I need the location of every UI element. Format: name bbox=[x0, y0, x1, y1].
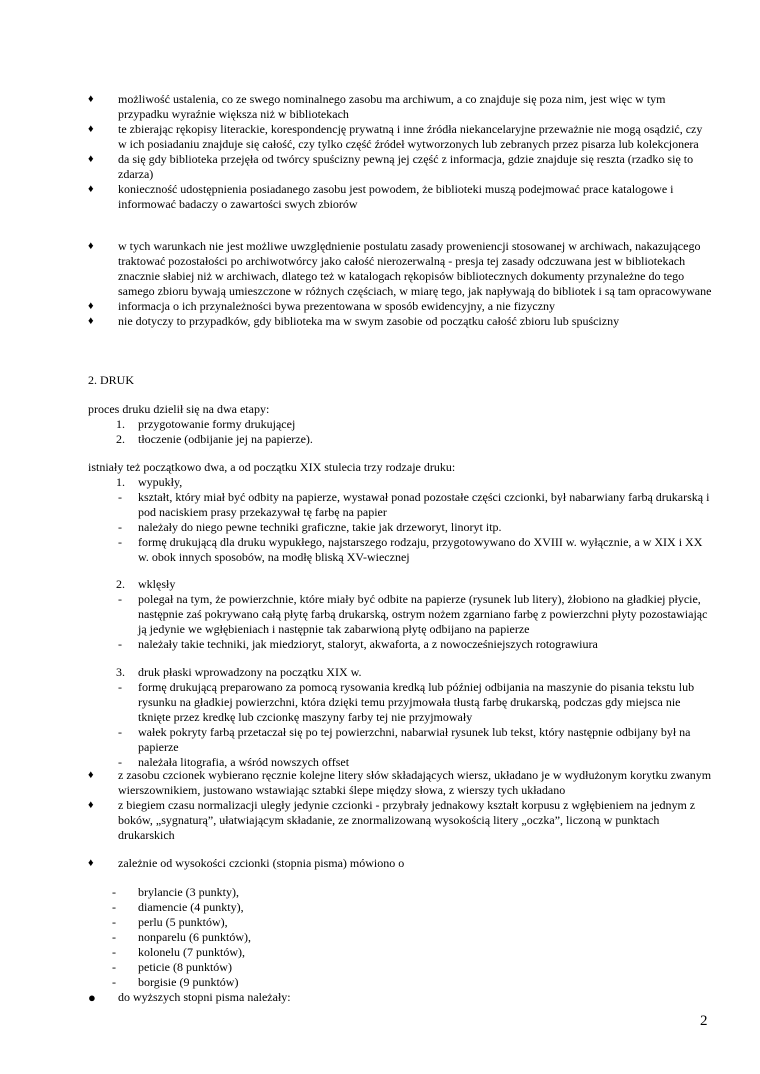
dash-bullet-icon: - bbox=[118, 637, 122, 651]
dash-bullet-icon: - bbox=[112, 960, 116, 974]
list-item: ♦ da się gdy biblioteka przejęła od twórcy spuścizny pewną jej część z informacja, gdzie znajduje się reszta (rzadko się to zdarza) bbox=[88, 152, 694, 181]
list-item: ♦ z biegiem czasu normalizacji uległy jedynie czcionki - przybrały jednakowy kształt korpusu z wgłębieniem na jednym z boków, „sygnaturą”, ułatwiającym składanie, ze znormalizowaną wysokością litery „oczka”, liczoną w punktach drukarskich bbox=[88, 798, 696, 842]
bullet-list-mid bbox=[0, 239, 760, 329]
dash-bullet-icon: - bbox=[118, 725, 122, 739]
process-steps bbox=[0, 417, 760, 447]
list-item: ♦ informacja o ich przynależności bywa prezentowana w sposób ewidencyjny, a nie fizyczny bbox=[88, 299, 556, 313]
diamond-bullet-icon: ♦ bbox=[88, 315, 94, 327]
print-type-1 bbox=[0, 475, 760, 565]
last-bullet-block bbox=[0, 990, 760, 1005]
section-heading: 2. DRUK bbox=[88, 373, 135, 387]
page-number: 2 bbox=[700, 1013, 708, 1029]
list-item: ♦ konieczność udostępnienia posiadanego zasobu jest powodem, że biblioteki muszą podejmować prace katalogowe i informować badaczy o zawartości swych zbiorów bbox=[88, 182, 674, 211]
bullet-list-top bbox=[0, 92, 760, 212]
process-intro: proces druku dzielił się na dwa etapy: bbox=[88, 402, 270, 416]
list-item: - nonparelu (6 punktów), bbox=[112, 930, 251, 944]
dash-bullet-icon: - bbox=[118, 680, 122, 694]
list-item: - kształt, który miał być odbity na papierze, wystawał ponad pozostałe części czcionki, był nabarwiany farbą drukarską i pod naciskiem prasy przekazywał tę farbę na papier bbox=[118, 490, 710, 519]
list-item: - perlu (5 punktów), bbox=[112, 915, 228, 929]
dash-bullet-icon: - bbox=[118, 490, 122, 504]
list-item: - formę drukującą preparowano za pomocą rysowania kredką lub później odbijania na maszynie do pisania tekstu lub rysunku na gładkiej powierzchni, która dzięki temu przyjmowała tłustą farbę drukarską, podczas gdy miejsca nie tknięte przez kredkę lub czcionkę maszyny farby tej nie przyjmowały bbox=[118, 680, 695, 724]
list-item: ♦ z zasobu czcionek wybierano ręcznie kolejne litery słów składających wiersz, układano je w wydłużonym korytku zwanym wierszownikiem, justowano wstawiając sztabki ślepe między słowa, z wierszy tych układano bbox=[88, 768, 712, 797]
round-bullet-icon: ● bbox=[88, 990, 96, 1005]
font-size-list bbox=[0, 885, 760, 990]
list-item: - należała litografia, a wśród nowszych offset bbox=[118, 755, 350, 769]
list-item: - brylancie (3 punkty), bbox=[112, 885, 239, 899]
list-item: ♦ nie dotyczy to przypadków, gdy biblioteka ma w swym zasobie od początku całość zbioru lub spuścizny bbox=[88, 314, 620, 328]
diamond-bullet-icon: ♦ bbox=[88, 240, 94, 252]
bullet-list-late bbox=[0, 768, 760, 843]
list-item: ♦ w tych warunkach nie jest możliwe uwzględnienie postulatu zasady proweniencji stosowanej w archiwach, nakazującego traktować pozostałości po archiwotwórcy jako całość nierozerwalną - presja tej zasady odczuwana jest w bibliotekach znacznie słabiej niż w archiwach, dlatego też w katalogach rękopisów bibliotecznych dokumenty przynależne do tego samego zbioru bywają umieszczone w różnych częściach, w miarę tego, jak napływają do bibliotek i są tam opracowywane bbox=[88, 239, 712, 298]
list-item: - należały do niego pewne techniki graficzne, takie jak drzeworyt, linoryt itp. bbox=[118, 520, 502, 534]
dash-bullet-icon: - bbox=[112, 885, 116, 899]
print-type-title: 3. druk płaski wprowadzony na początku XIX w. bbox=[116, 665, 362, 679]
print-type-3 bbox=[0, 665, 760, 770]
list-item: ♦ zależnie od wysokości czcionki (stopnia pisma) mówiono o bbox=[88, 856, 405, 870]
list-item: 1. przygotowanie formy drukującej bbox=[116, 417, 296, 431]
diamond-bullet-icon: ♦ bbox=[88, 799, 94, 811]
types-intro: istniały też początkowo dwa, a od początku XIX stulecia trzy rodzaje druku: bbox=[88, 460, 456, 474]
dash-bullet-icon: - bbox=[118, 535, 122, 549]
diamond-bullet-icon: ♦ bbox=[88, 857, 94, 869]
list-item: - formę drukującą dla druku wypukłego, najstarszego rodzaju, przygotowywano do XVIII w. wyłącznie, a w XIX i XX w. obok innych sposobów, na modłę bliską XV-wiecznej bbox=[118, 535, 703, 564]
dash-bullet-icon: - bbox=[112, 945, 116, 959]
dash-bullet-icon: - bbox=[118, 755, 122, 769]
dash-bullet-icon: - bbox=[112, 930, 116, 944]
list-item: - kolonelu (7 punktów), bbox=[112, 945, 245, 959]
dash-bullet-icon: - bbox=[118, 592, 122, 606]
diamond-bullet-icon: ♦ bbox=[88, 769, 94, 781]
list-item: ● do wyższych stopni pisma należały: bbox=[88, 990, 291, 1005]
list-item: ♦ te zbierając rękopisy literackie, korespondencję prywatną i inne źródła niekancelaryjne przeważnie nie mogą osądzić, czy w ich posiadaniu znajduje się całość, czy tylko część źródeł wytworzonych lub zebranych przez pisarza lub kolekcjonera bbox=[88, 122, 703, 151]
dash-bullet-icon: - bbox=[112, 900, 116, 914]
size-intro-block bbox=[0, 856, 760, 871]
diamond-bullet-icon: ♦ bbox=[88, 93, 94, 105]
list-item: 2. tłoczenie (odbijanie jej na papierze). bbox=[116, 432, 313, 446]
list-item: - peticie (8 punktów) bbox=[112, 960, 232, 974]
diamond-bullet-icon: ♦ bbox=[88, 123, 94, 135]
list-item: - należały takie techniki, jak miedzioryt, staloryt, akwaforta, a z nowocześniejszych rotograwiura bbox=[118, 637, 598, 651]
dash-bullet-icon: - bbox=[112, 975, 116, 989]
list-item: ♦ możliwość ustalenia, co ze swego nominalnego zasobu ma archiwum, a co znajduje się poza nim, jest więc w tym przypadku wyraźnie większa niż w bibliotekach bbox=[88, 92, 666, 121]
dash-bullet-icon: - bbox=[118, 520, 122, 534]
list-item: - wałek pokryty farbą przetaczał się po tej powierzchni, nabarwiał rysunek lub tekst, który następnie odbijany był na papierze bbox=[118, 725, 691, 754]
list-item: - borgisie (9 punktów) bbox=[112, 975, 239, 989]
list-item: - polegał na tym, że powierzchnie, które miały być odbite na papierze (rysunek lub litery), żłobiono na gładkiej płycie, następnie zaś pokrywano całą płytę farbą drukarską, ostrym nożem zgarniano farbę z powierzchni płyty pozostawiając ją jedynie we wgłębieniach i następnie tak zabarwioną płytę odbijano na papierze bbox=[118, 592, 708, 636]
print-type-title: 2. wklęsły bbox=[116, 577, 176, 591]
diamond-bullet-icon: ♦ bbox=[88, 183, 94, 195]
dash-bullet-icon: - bbox=[112, 915, 116, 929]
list-item: - diamencie (4 punkty), bbox=[112, 900, 244, 914]
print-type-2 bbox=[0, 577, 760, 652]
print-type-title: 1. wypukły, bbox=[116, 475, 183, 489]
diamond-bullet-icon: ♦ bbox=[88, 153, 94, 165]
diamond-bullet-icon: ♦ bbox=[88, 300, 94, 312]
